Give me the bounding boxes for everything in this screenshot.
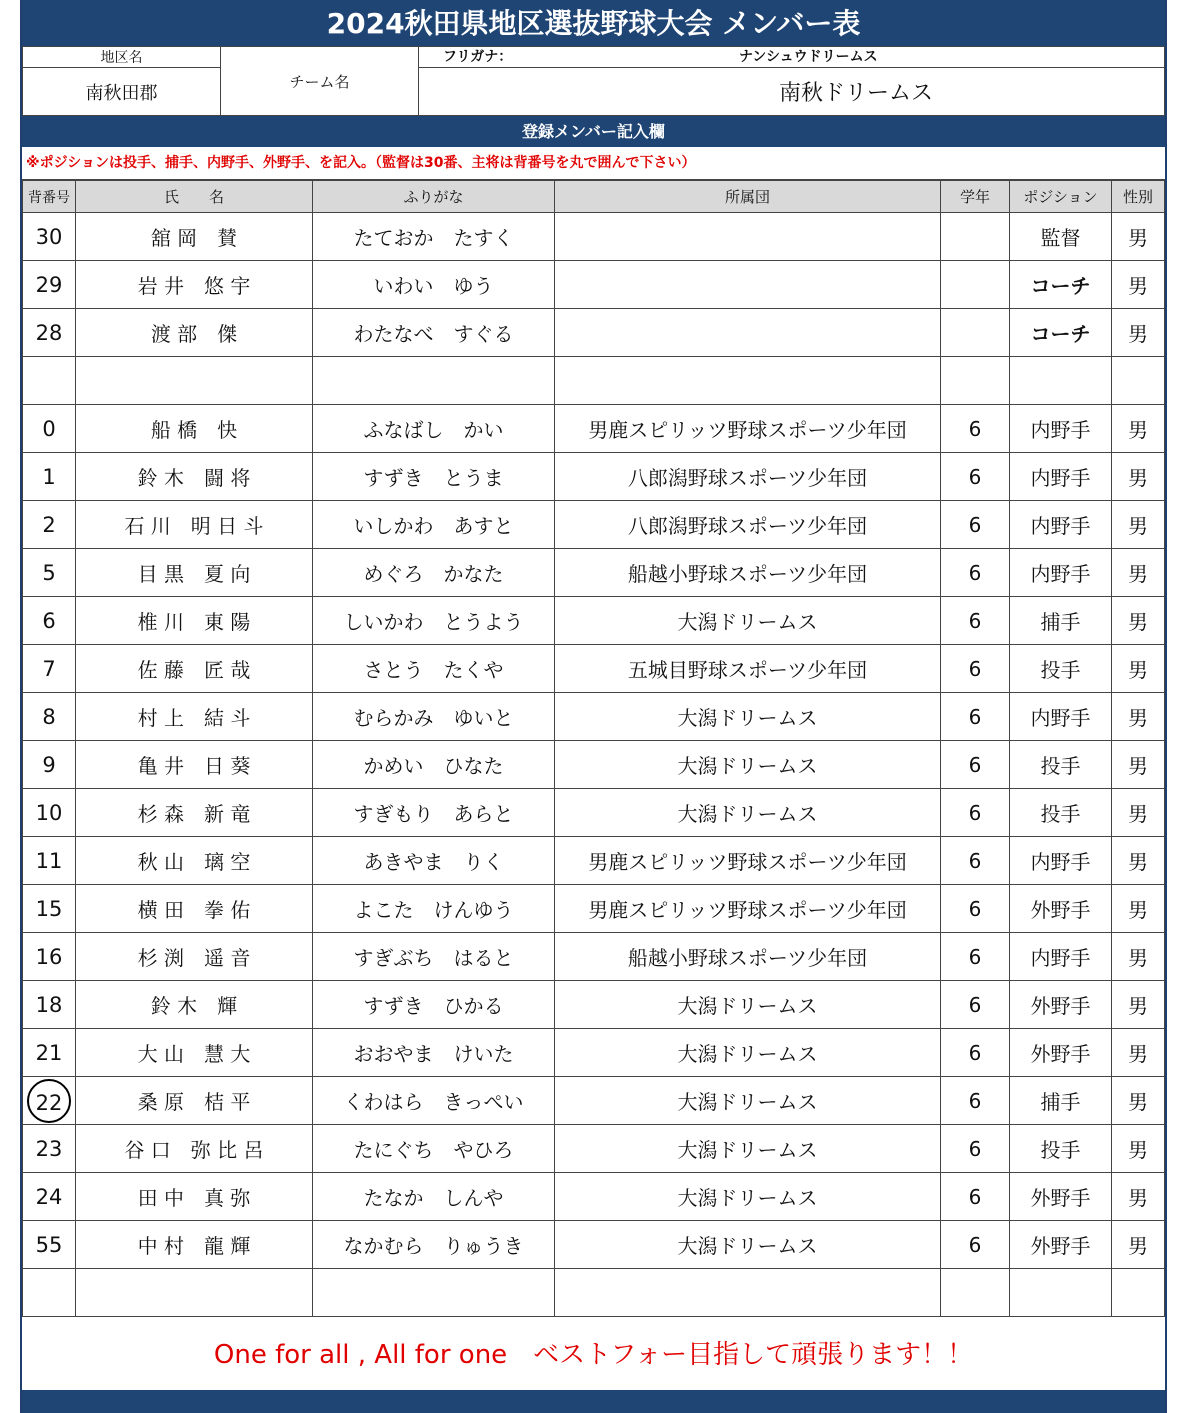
cell-position: コーチ xyxy=(1010,261,1112,309)
cell-name: 岩 井 悠 宇 xyxy=(76,261,313,309)
cell-kana: あきやま りく xyxy=(313,837,555,885)
cell-number: 23 xyxy=(23,1125,76,1173)
cell-gender xyxy=(1112,1269,1165,1317)
cell-name: 亀 井 日 葵 xyxy=(76,741,313,789)
cell-position: 内野手 xyxy=(1010,837,1112,885)
cell-club: 大潟ドリームス xyxy=(555,741,941,789)
cell-name: 杉 渕 遥 音 xyxy=(76,933,313,981)
cell-number xyxy=(23,1269,76,1317)
cell-position: 内野手 xyxy=(1010,453,1112,501)
cell-grade: 6 xyxy=(941,1173,1010,1221)
cell-name xyxy=(76,1269,313,1317)
cell-number: 55 xyxy=(23,1221,76,1269)
cell-position: 内野手 xyxy=(1010,549,1112,597)
cell-grade: 6 xyxy=(941,501,1010,549)
cell-number: 1 xyxy=(23,453,76,501)
cell-gender: 男 xyxy=(1112,549,1165,597)
cell-gender: 男 xyxy=(1112,885,1165,933)
cell-number: 9 xyxy=(23,741,76,789)
cell-number: 7 xyxy=(23,645,76,693)
cell-grade xyxy=(941,261,1010,309)
cell-grade: 6 xyxy=(941,597,1010,645)
cell-club: 大潟ドリームス xyxy=(555,597,941,645)
cell-position: 捕手 xyxy=(1010,1077,1112,1125)
cell-grade: 6 xyxy=(941,405,1010,453)
cell-grade: 6 xyxy=(941,693,1010,741)
cell-club xyxy=(555,1269,941,1317)
cell-grade: 6 xyxy=(941,741,1010,789)
cell-name: 村 上 結 斗 xyxy=(76,693,313,741)
cell-number: 6 xyxy=(23,597,76,645)
cell-club: 男鹿スピリッツ野球スポーツ少年団 xyxy=(555,885,941,933)
cell-club: 大潟ドリームス xyxy=(555,981,941,1029)
cell-name: 大 山 慧 大 xyxy=(76,1029,313,1077)
cell-kana: いわい ゆう xyxy=(313,261,555,309)
cell-number: 10 xyxy=(23,789,76,837)
cell-kana: たておか たすく xyxy=(313,213,555,261)
cell-number: 8 xyxy=(23,693,76,741)
cell-club xyxy=(555,261,941,309)
cell-club: 男鹿スピリッツ野球スポーツ少年団 xyxy=(555,405,941,453)
cell-grade: 6 xyxy=(941,981,1010,1029)
cell-club: 大潟ドリームス xyxy=(555,693,941,741)
table-row xyxy=(23,1029,1165,1077)
roster-table xyxy=(22,180,1165,1317)
team-info-table xyxy=(22,46,1165,116)
cell-kana: めぐろ かなた xyxy=(313,549,555,597)
cell-name: 舘 岡 賛 xyxy=(76,213,313,261)
cell-name: 秋 山 璃 空 xyxy=(76,837,313,885)
cell-club: 八郎潟野球スポーツ少年団 xyxy=(555,501,941,549)
header-name: 氏 名 xyxy=(76,181,313,213)
cell-position xyxy=(1010,357,1112,405)
cell-number xyxy=(23,1077,76,1125)
cell-grade: 6 xyxy=(941,1125,1010,1173)
table-row xyxy=(23,261,1165,309)
cell-kana: たなか しんや xyxy=(313,1173,555,1221)
cell-grade xyxy=(941,357,1010,405)
cell-club: 大潟ドリームス xyxy=(555,1221,941,1269)
cell-position: 内野手 xyxy=(1010,405,1112,453)
cell-name: 船 橋 快 xyxy=(76,405,313,453)
cell-gender: 男 xyxy=(1112,309,1165,357)
table-row xyxy=(23,213,1165,261)
cell-gender: 男 xyxy=(1112,933,1165,981)
table-row xyxy=(23,405,1165,453)
cell-position: 捕手 xyxy=(1010,597,1112,645)
table-row xyxy=(23,1173,1165,1221)
cell-number: 11 xyxy=(23,837,76,885)
cell-grade: 6 xyxy=(941,645,1010,693)
cell-name: 目 黒 夏 向 xyxy=(76,549,313,597)
cell-name: 佐 藤 匠 哉 xyxy=(76,645,313,693)
cell-name: 杉 森 新 竜 xyxy=(76,789,313,837)
cell-kana: わたなべ すぐる xyxy=(313,309,555,357)
table-row xyxy=(23,789,1165,837)
cell-kana: しいかわ とうよう xyxy=(313,597,555,645)
team-name-value: 南秋ドリームス xyxy=(419,68,1165,116)
cell-position: 内野手 xyxy=(1010,933,1112,981)
furigana-cell xyxy=(419,47,1165,68)
table-row xyxy=(23,453,1165,501)
cell-kana: むらかみ ゆいと xyxy=(313,693,555,741)
cell-grade: 6 xyxy=(941,933,1010,981)
table-row xyxy=(23,501,1165,549)
cell-name: 鈴 木 輝 xyxy=(76,981,313,1029)
cell-club: 大潟ドリームス xyxy=(555,1125,941,1173)
cell-name: 桑 原 桔 平 xyxy=(76,1077,313,1125)
cell-gender: 男 xyxy=(1112,1221,1165,1269)
cell-number xyxy=(23,357,76,405)
header-number: 背番号 xyxy=(23,181,76,213)
cell-number: 28 xyxy=(23,309,76,357)
cell-number: 15 xyxy=(23,885,76,933)
header-kana: ふりがな xyxy=(313,181,555,213)
cell-gender: 男 xyxy=(1112,1173,1165,1221)
cell-kana: ふなばし かい xyxy=(313,405,555,453)
team-label: チーム名 xyxy=(221,47,419,116)
cell-kana: すぎぶち はると xyxy=(313,933,555,981)
cell-gender: 男 xyxy=(1112,1125,1165,1173)
cell-name: 石 川 明 日 斗 xyxy=(76,501,313,549)
cell-number: 0 xyxy=(23,405,76,453)
cell-gender: 男 xyxy=(1112,453,1165,501)
cell-kana: よこた けんゆう xyxy=(313,885,555,933)
header-gender: 性別 xyxy=(1112,181,1165,213)
cell-gender: 男 xyxy=(1112,213,1165,261)
cell-position: 監督 xyxy=(1010,213,1112,261)
table-row xyxy=(23,885,1165,933)
cell-grade xyxy=(941,309,1010,357)
page-title: 2024秋田県地区選抜野球大会 メンバー表 xyxy=(22,0,1165,46)
footer-bar xyxy=(22,1390,1165,1413)
header-grade: 学年 xyxy=(941,181,1010,213)
cell-position: 外野手 xyxy=(1010,885,1112,933)
cell-position: 内野手 xyxy=(1010,501,1112,549)
table-row xyxy=(23,549,1165,597)
table-row xyxy=(23,597,1165,645)
cell-position: 投手 xyxy=(1010,1125,1112,1173)
section-title: 登録メンバー記入欄 xyxy=(22,116,1165,147)
table-row xyxy=(23,1269,1165,1317)
cell-club: 八郎潟野球スポーツ少年団 xyxy=(555,453,941,501)
table-row xyxy=(23,1125,1165,1173)
district-value: 南秋田郡 xyxy=(23,68,221,116)
cell-club: 船越小野球スポーツ少年団 xyxy=(555,933,941,981)
cell-club xyxy=(555,357,941,405)
cell-number: 21 xyxy=(23,1029,76,1077)
cell-name xyxy=(76,357,313,405)
cell-grade: 6 xyxy=(941,789,1010,837)
table-row xyxy=(23,741,1165,789)
table-row xyxy=(23,1077,1165,1125)
cell-position: 投手 xyxy=(1010,741,1112,789)
table-row xyxy=(23,645,1165,693)
cell-gender: 男 xyxy=(1112,261,1165,309)
table-row xyxy=(23,693,1165,741)
cell-position: 投手 xyxy=(1010,789,1112,837)
cell-club: 大潟ドリームス xyxy=(555,1173,941,1221)
cell-club: 大潟ドリームス xyxy=(555,789,941,837)
cell-name: 渡 部 傑 xyxy=(76,309,313,357)
cell-grade: 6 xyxy=(941,837,1010,885)
cell-gender: 男 xyxy=(1112,693,1165,741)
cell-club: 大潟ドリームス xyxy=(555,1077,941,1125)
cell-number: 24 xyxy=(23,1173,76,1221)
roster-header xyxy=(23,181,1165,213)
cell-position: 内野手 xyxy=(1010,693,1112,741)
cell-grade xyxy=(941,213,1010,261)
cell-name: 谷 口 弥 比 呂 xyxy=(76,1125,313,1173)
cell-grade: 6 xyxy=(941,1221,1010,1269)
table-row xyxy=(23,1221,1165,1269)
cell-position: 外野手 xyxy=(1010,1221,1112,1269)
footer-message: One for all , All for one ベストフォー目指して頑張ります！！ xyxy=(22,1316,1165,1391)
cell-club: 大潟ドリームス xyxy=(555,1029,941,1077)
cell-grade: 6 xyxy=(941,1077,1010,1125)
cell-number: 2 xyxy=(23,501,76,549)
cell-kana: すぎもり あらと xyxy=(313,789,555,837)
cell-kana xyxy=(313,357,555,405)
table-row xyxy=(23,309,1165,357)
cell-gender: 男 xyxy=(1112,789,1165,837)
cell-position: 外野手 xyxy=(1010,1029,1112,1077)
cell-name: 田 中 真 弥 xyxy=(76,1173,313,1221)
cell-grade: 6 xyxy=(941,549,1010,597)
header-club: 所属団 xyxy=(555,181,941,213)
furigana-label: フリガナ： xyxy=(443,49,513,65)
cell-gender xyxy=(1112,357,1165,405)
table-row xyxy=(23,837,1165,885)
cell-kana: たにぐち やひろ xyxy=(313,1125,555,1173)
instruction-note: ※ポジションは投手、捕手、内野手、外野手、を記入。（監督は30番、主将は背番号を丸で囲んで下さい） xyxy=(22,147,1165,180)
cell-club: 男鹿スピリッツ野球スポーツ少年団 xyxy=(555,837,941,885)
cell-kana: おおやま けいた xyxy=(313,1029,555,1077)
cell-club: 船越小野球スポーツ少年団 xyxy=(555,549,941,597)
cell-club xyxy=(555,309,941,357)
cell-kana: かめい ひなた xyxy=(313,741,555,789)
cell-position: コーチ xyxy=(1010,309,1112,357)
cell-grade: 6 xyxy=(941,453,1010,501)
cell-number: 29 xyxy=(23,261,76,309)
cell-grade: 6 xyxy=(941,1029,1010,1077)
cell-gender: 男 xyxy=(1112,405,1165,453)
table-row xyxy=(23,933,1165,981)
cell-number: 30 xyxy=(23,213,76,261)
cell-name: 中 村 龍 輝 xyxy=(76,1221,313,1269)
cell-kana: いしかわ あすと xyxy=(313,501,555,549)
cell-grade xyxy=(941,1269,1010,1317)
cell-kana: すずき とうま xyxy=(313,453,555,501)
captain-circle: 22 xyxy=(27,1079,71,1123)
cell-name: 椎 川 東 陽 xyxy=(76,597,313,645)
cell-position xyxy=(1010,1269,1112,1317)
cell-gender: 男 xyxy=(1112,645,1165,693)
cell-kana: くわはら きっぺい xyxy=(313,1077,555,1125)
cell-name: 横 田 拳 佑 xyxy=(76,885,313,933)
cell-kana: なかむら りゅうき xyxy=(313,1221,555,1269)
cell-grade: 6 xyxy=(941,885,1010,933)
cell-gender: 男 xyxy=(1112,1077,1165,1125)
furigana-value: ナンシュウドリームス xyxy=(739,49,878,65)
cell-gender: 男 xyxy=(1112,597,1165,645)
cell-name: 鈴 木 闘 将 xyxy=(76,453,313,501)
cell-kana: さとう たくや xyxy=(313,645,555,693)
member-sheet xyxy=(20,0,1167,1413)
cell-gender: 男 xyxy=(1112,981,1165,1029)
table-row xyxy=(23,357,1165,405)
cell-gender: 男 xyxy=(1112,1029,1165,1077)
cell-club xyxy=(555,213,941,261)
cell-kana: すずき ひかる xyxy=(313,981,555,1029)
cell-kana xyxy=(313,1269,555,1317)
cell-gender: 男 xyxy=(1112,837,1165,885)
cell-gender: 男 xyxy=(1112,501,1165,549)
cell-gender: 男 xyxy=(1112,741,1165,789)
district-label: 地区名 xyxy=(23,47,221,68)
cell-club: 五城目野球スポーツ少年団 xyxy=(555,645,941,693)
cell-position: 外野手 xyxy=(1010,981,1112,1029)
cell-number: 18 xyxy=(23,981,76,1029)
table-row xyxy=(23,981,1165,1029)
cell-position: 外野手 xyxy=(1010,1173,1112,1221)
cell-number: 5 xyxy=(23,549,76,597)
cell-number: 16 xyxy=(23,933,76,981)
header-position: ポジション xyxy=(1010,181,1112,213)
cell-position: 投手 xyxy=(1010,645,1112,693)
